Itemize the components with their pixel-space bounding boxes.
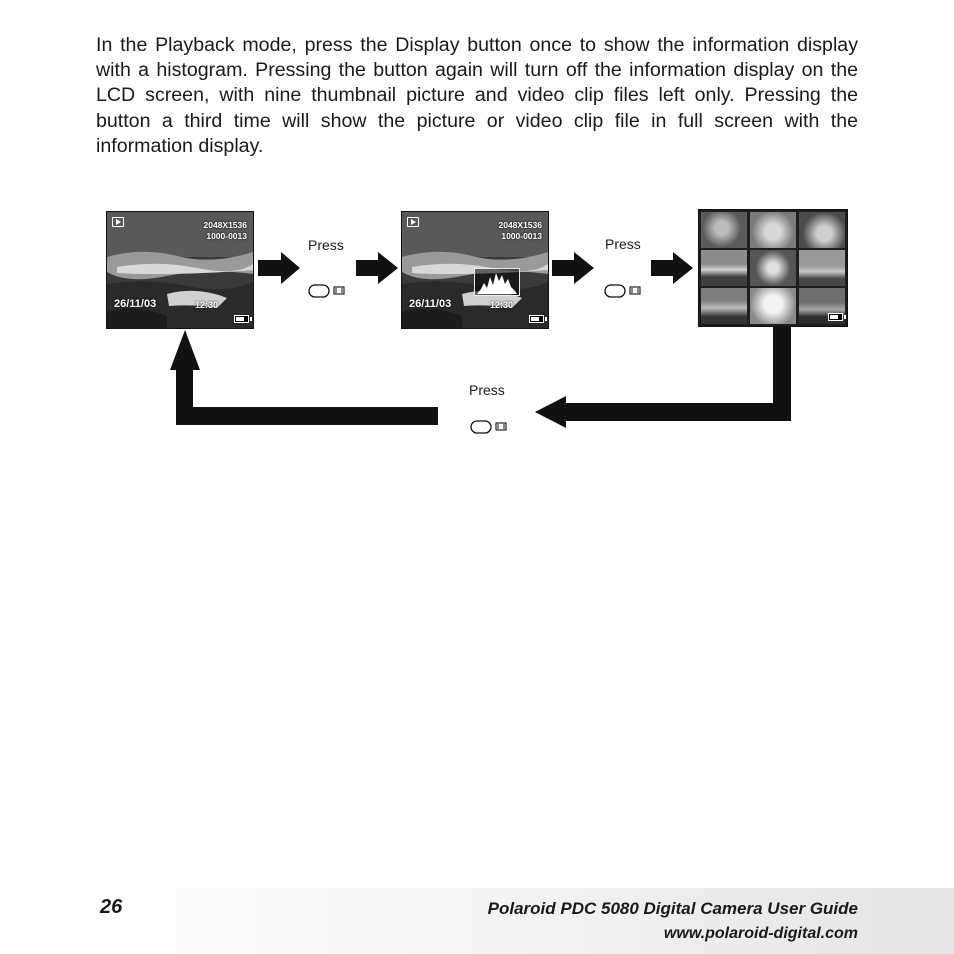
arrow-right-icon	[258, 252, 300, 284]
arrow-up-icon	[170, 330, 438, 425]
file-number-label: 1000-0013	[206, 231, 247, 241]
lcd-screen-info	[106, 211, 254, 329]
battery-icon	[828, 313, 843, 321]
arrow-right-icon	[356, 252, 398, 284]
footer-bar	[96, 888, 954, 954]
thumbnail	[701, 288, 747, 324]
thumbnail	[750, 288, 796, 324]
resolution-label: 2048X1536	[498, 220, 542, 230]
page-number: 26	[100, 896, 123, 918]
time-label: 12:30	[490, 300, 514, 310]
thumbnail	[701, 250, 747, 286]
playback-icon	[407, 217, 419, 227]
file-number-label: 1000-0013	[501, 231, 542, 241]
date-label: 26/11/03	[409, 298, 452, 310]
press-label: Press	[308, 237, 344, 253]
intro-paragraph: In the Playback mode, press the Display button once to show the information display with a histogram. Pressing the button again will turn off the information display on the LCD screen, with nine thumbnail picture and video clip files left only. Pressing the button a third time will show the picture or video clip file in full screen with the information display.	[96, 34, 858, 157]
date-label: 26/11/03	[114, 298, 157, 310]
guide-url: www.polaroid-digital.com	[663, 925, 858, 942]
battery-icon	[529, 315, 544, 323]
battery-icon	[234, 315, 249, 323]
arrow-right-icon	[651, 252, 693, 284]
resolution-label: 2048X1536	[203, 220, 247, 230]
thumbnail	[750, 212, 796, 248]
playback-icon	[112, 217, 124, 227]
thumbnail	[799, 250, 845, 286]
arrow-left-icon	[535, 327, 791, 428]
guide-title: Polaroid PDC 5080 Digital Camera User Guide	[487, 899, 858, 918]
display-button-icon	[308, 284, 348, 298]
display-button-icon	[604, 284, 644, 298]
display-button-icon	[470, 420, 510, 434]
thumbnail	[750, 250, 796, 286]
thumbnail	[701, 212, 747, 248]
press-label: Press	[605, 236, 641, 252]
histogram-icon	[474, 268, 520, 296]
lcd-screen-histogram	[401, 211, 549, 329]
press-label: Press	[469, 382, 505, 398]
lcd-screen-thumbnails	[698, 209, 848, 327]
thumbnail	[799, 212, 845, 248]
time-label: 12:30	[195, 300, 219, 310]
arrow-right-icon	[552, 252, 594, 284]
